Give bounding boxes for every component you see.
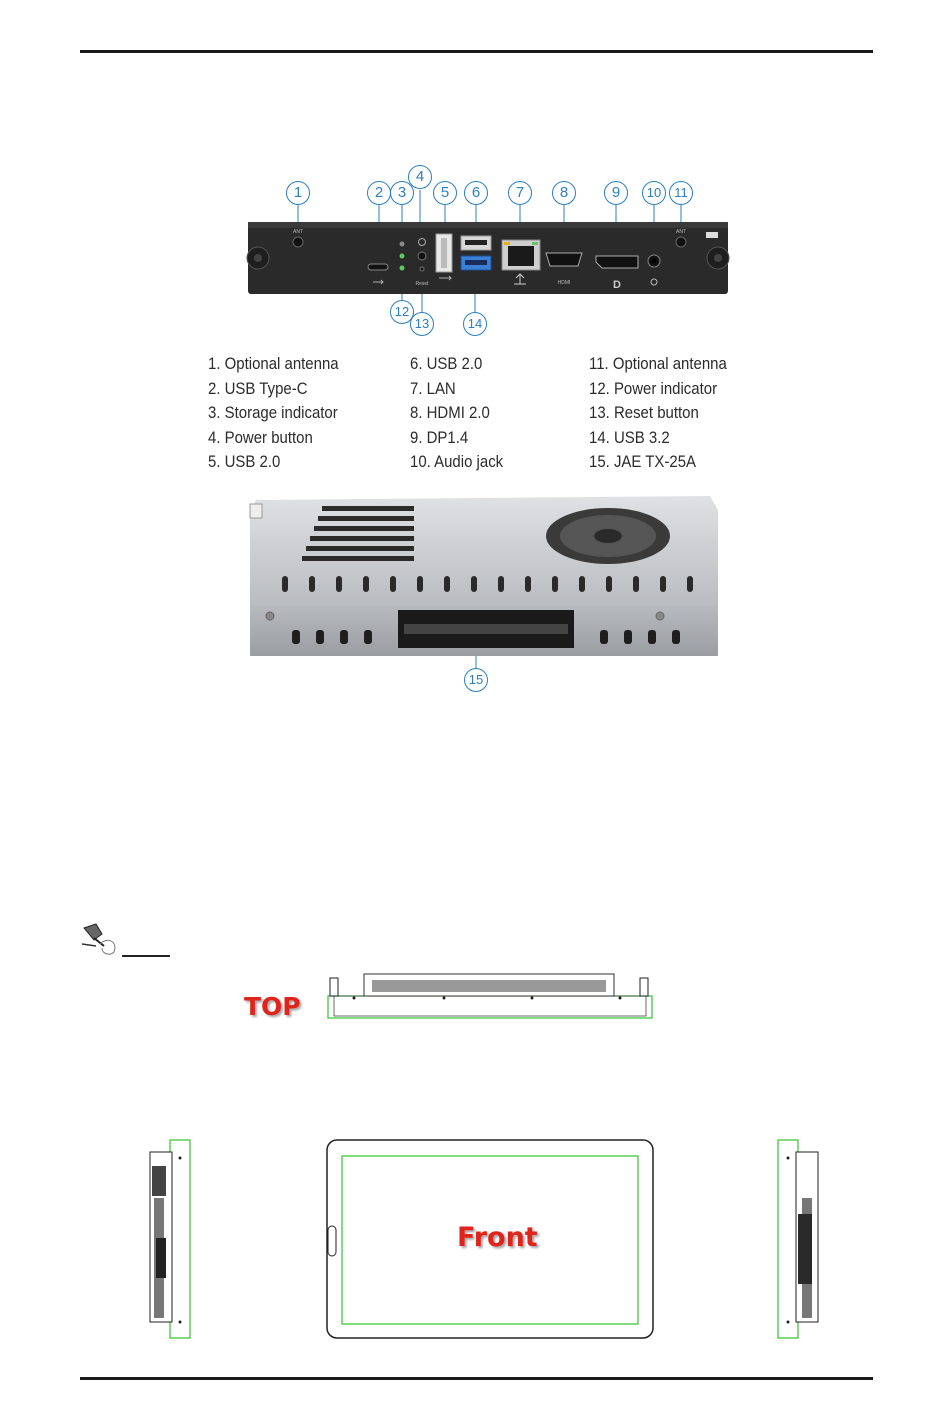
footer-rule — [80, 1377, 873, 1380]
callout-2: 2 — [367, 181, 391, 205]
legend-item: 12. Power indicator — [589, 378, 718, 398]
legend-column-3 — [589, 352, 746, 475]
callout-11: 11 — [669, 181, 693, 205]
legend-item: 11. Optional antenna — [589, 354, 727, 373]
legend-item: 5. USB 2.0 — [208, 452, 281, 471]
enclosure-figure — [244, 494, 724, 694]
reset-label: Reset — [415, 281, 429, 287]
note-pin-icon — [78, 920, 122, 956]
top-view-drawing — [324, 972, 656, 1022]
right-side-view — [774, 1138, 826, 1342]
legend-item: 8. HDMI 2.0 — [410, 403, 490, 422]
legend-item: 7. LAN — [410, 378, 456, 398]
callout-1: 1 — [286, 181, 310, 205]
legend-item: 14. USB 3.2 — [589, 427, 670, 447]
callout-15: 15 — [464, 668, 488, 692]
top-view-label: TOP — [244, 992, 301, 1021]
callout-13: 13 — [410, 312, 434, 336]
ant-left-label: ANT — [293, 229, 303, 235]
dp-label: D — [613, 279, 621, 291]
legend-item: 4. Power button — [208, 427, 313, 447]
legend-column-1 — [208, 352, 356, 475]
callout-14: 14 — [463, 312, 487, 336]
note-underline — [122, 955, 170, 957]
hdmi-label: HDMI — [557, 280, 571, 286]
header-rule — [80, 50, 873, 53]
legend-item: 10. Audio jack — [410, 452, 504, 471]
callout-10: 10 — [642, 181, 666, 205]
callout-5: 5 — [433, 181, 457, 205]
legend-item: 15. JAE TX-25A — [589, 452, 697, 471]
legend-item: 2. USB Type-C — [208, 378, 308, 398]
legend-item: 3. Storage indicator — [208, 403, 338, 422]
legend-item: 1. Optional antenna — [208, 354, 339, 373]
legend-column-2 — [410, 352, 516, 475]
callout-12: 12 — [390, 300, 414, 324]
callout-4: 4 — [408, 165, 432, 189]
left-side-view — [142, 1138, 194, 1342]
callout-7: 7 — [508, 181, 532, 205]
legend-item: 6. USB 2.0 — [410, 354, 483, 373]
front-view-label: Front — [457, 1222, 538, 1253]
ant-right-label: ANT — [676, 229, 686, 235]
legend-item: 13. Reset button — [589, 403, 699, 422]
callout-6: 6 — [464, 181, 488, 205]
legend-item: 9. DP1.4 — [410, 427, 469, 447]
callout-8: 8 — [552, 181, 576, 205]
callout-9: 9 — [604, 181, 628, 205]
callout-3: 3 — [390, 181, 414, 205]
